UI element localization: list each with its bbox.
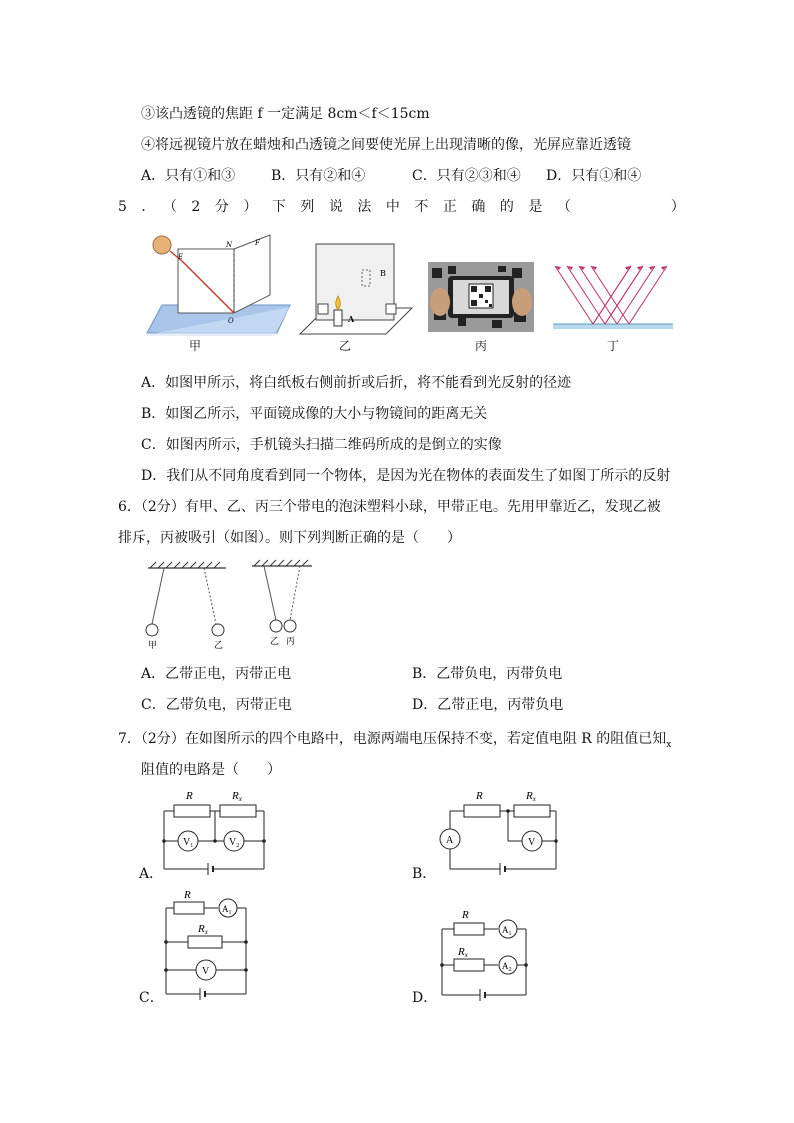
q5-figure-jia	[142, 233, 292, 338]
q5-jia-label-f: F	[255, 239, 260, 247]
q7-circuit-b	[436, 785, 566, 875]
q7a-label-r: R	[186, 790, 193, 802]
q7b-label-r: R	[476, 790, 483, 802]
q5-jia-label-n: N	[226, 241, 233, 249]
q4-option-d: D．只有①和④	[546, 168, 642, 184]
q7-circuit-d	[436, 905, 546, 1005]
q6-label-bing: 丙	[286, 637, 296, 647]
q6-stem-line1: 6．（2分）有甲、乙、丙三个带电的泡沫塑料小球，甲带正电。先用甲靠近乙，发现乙被	[118, 499, 661, 515]
q7c-label-a1-sub: 1	[228, 910, 232, 916]
q6-label-jia: 甲	[148, 641, 158, 651]
q4-statement-3: ③该凸透镜的焦距 f 一定满足 8cm＜f＜15cm	[141, 106, 430, 122]
q7a-label-v2-sub: 2	[236, 843, 240, 849]
q7-option-a-letter: A．	[139, 866, 164, 882]
q5-jia-label-e: E	[178, 253, 184, 261]
q7b-label-rx-sub: x	[532, 795, 536, 803]
q7c-label-rx: R	[198, 923, 205, 935]
q7-stem-line2: 阻值的电路是（ ）	[141, 762, 281, 778]
q5-caption-yi: 乙	[338, 339, 351, 353]
q7-option-b-letter: B．	[412, 866, 437, 882]
q5-yi-label-a: A	[348, 314, 355, 324]
q5-option-b: B．如图乙所示，平面镜成像的大小与物镜间的距离无关	[141, 406, 488, 422]
q6-option-b: B．乙带负电，丙带负电	[412, 666, 563, 682]
svg-text:Rx	[197, 923, 209, 936]
q7d-label-rx-sub: x	[464, 951, 468, 959]
q5-yi-label-b: B	[380, 269, 386, 278]
q4-option-c: C．只有②③和④	[412, 168, 521, 184]
q5-caption-ding: 丁	[606, 339, 619, 353]
q6-option-a: A．乙带正电，丙带正电	[141, 666, 292, 682]
q5-caption-jia: 甲	[188, 339, 201, 353]
q7b-label-a: A	[446, 835, 454, 846]
svg-text:Rx	[457, 946, 469, 959]
q7d-label-a2: A	[502, 961, 509, 971]
q5-figure-ding	[553, 264, 673, 330]
q7a-label-v1-sub: 1	[190, 843, 194, 849]
q4-option-b: B．只有②和④	[271, 168, 366, 184]
q5-option-a: A．如图甲所示，将白纸板右侧前折或后折，将不能看到光反射的径迹	[141, 375, 572, 391]
q7-stem-sub: x	[666, 739, 672, 750]
q7-stem-text: 7．（2分）在如图所示的四个电路中，电源两端电压保持不变，若定值电阻 R 的阻值已知	[118, 731, 667, 747]
q7d-label-rx: R	[458, 946, 465, 958]
q7d-label-r: R	[462, 909, 469, 921]
q4-statement-4: ④将远视镜片放在蜡烛和凸透镜之间要使光屏上出现清晰的像，光屏应靠近透镜	[141, 137, 631, 153]
q5-figure-yi	[296, 238, 416, 338]
q4-option-a: A．只有①和③	[141, 168, 236, 184]
q7c-label-rx-sub: x	[204, 928, 208, 936]
q7c-label-r: R	[184, 889, 191, 901]
q5-jia-label-o: O	[228, 317, 234, 325]
q7d-label-a2-sub: 2	[508, 967, 512, 973]
q7d-label-a1: A	[502, 925, 509, 935]
q7a-label-rx: R	[232, 790, 239, 802]
q7-circuit-a	[160, 785, 300, 875]
q7-option-d-letter: D．	[412, 990, 438, 1006]
q7b-label-rx: R	[526, 790, 533, 802]
q7c-label-v: V	[202, 966, 210, 977]
q6-label-yi-2: 乙	[270, 637, 280, 647]
q7a-label-v1: V	[183, 837, 191, 848]
svg-text:Rx	[231, 790, 243, 803]
q5-stem: 5．（2分）下列说法中不正确的是（ ）	[118, 199, 700, 215]
q7b-label-v: V	[528, 837, 536, 848]
q5-option-c: C．如图丙所示，手机镜头扫描二维码所成的是倒立的实像	[141, 437, 502, 453]
q5-option-d: D．我们从不同角度看到同一个物体，是因为光在物体的表面发生了如图丁所示的反射	[141, 468, 671, 484]
q7a-label-v2: V	[229, 837, 237, 848]
q6-option-d: D．乙带正电，丙带负电	[412, 697, 564, 713]
q7-option-c-letter: C．	[139, 990, 164, 1006]
q6-figure	[142, 560, 322, 655]
q6-stem-line2: 排斥，丙被吸引（如图）。则下列判断正确的是（ ）	[118, 530, 461, 546]
q7c-label-a1: A	[222, 904, 229, 914]
q5-figure-bing	[428, 262, 534, 332]
q7d-label-a1-sub: 1	[508, 931, 512, 937]
q7-circuit-c	[160, 890, 270, 1000]
q7-stem-line1	[118, 729, 671, 755]
svg-text:Rx	[525, 790, 537, 803]
q6-option-c: C．乙带负电，丙带正电	[141, 697, 292, 713]
q5-caption-bing: 丙	[474, 339, 487, 353]
q6-label-yi-1: 乙	[214, 641, 224, 651]
q7a-label-rx-sub: x	[238, 795, 242, 803]
